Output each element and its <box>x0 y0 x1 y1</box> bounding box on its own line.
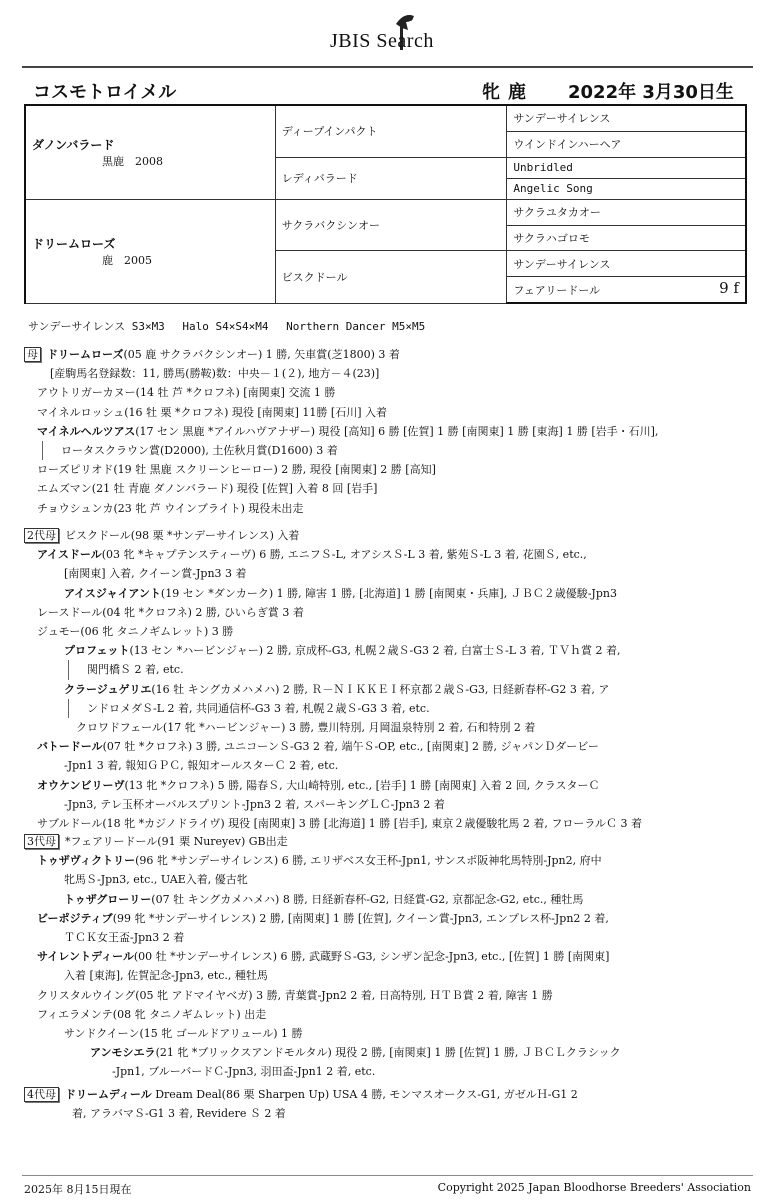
list-item: (07 牡 *クロフネ) 3 勝, ユニコーンＳ-G3 2 着, 端午Ｓ-OP, etc., [南関東] 2 勝, ジャパンＤダービー <box>102 740 599 754</box>
dam-record: (05 鹿 サクラバクシンオー) 1 勝, 矢車賞(芝1800) 3 着 <box>123 348 400 361</box>
list-item: -Jpn3, テレ玉杯オーバルスプリント-Jpn3 2 着, スパーキングＬＣ-Jpn3 2 着 <box>64 797 445 811</box>
list-item: (16 牡 キングカメハメハ) 2 勝, Ｒ－ＮＩＫＫＥＩ杯京都２歳Ｓ-G3, 日経新春杯-G2 3 着, ア <box>151 682 610 696</box>
list-item: ローズピリオド(19 牡 黒鹿 スクリーンヒーロー) 2 勝, 現役 [南関東] 2 勝 [高知] <box>37 463 436 477</box>
horse-link[interactable]: ビーポジティブ <box>37 911 113 925</box>
dam-dam[interactable]: ビスクドール <box>275 251 507 303</box>
list-item: [南関東] 入着, クイーン賞-Jpn3 3 着 <box>64 567 247 581</box>
section-tag: 母 <box>24 347 41 362</box>
horse-link[interactable]: クラージュゲリエ <box>64 682 152 696</box>
sire-cell <box>25 105 275 199</box>
dam-name[interactable]: ドリームローズ <box>32 236 116 251</box>
list-item: 牝馬Ｓ-Jpn3, etc., UAE入着, 優古牝 <box>64 873 248 887</box>
header-rule <box>22 66 753 68</box>
copyright: Copyright 2025 Japan Bloodhorse Breeders' Association <box>437 1181 751 1194</box>
horse-link[interactable]: オウケンビリーヴ <box>37 778 125 792</box>
sire-info: 黒鹿 2008 <box>102 154 163 168</box>
second-dam: ビスクドール(98 栗 *サンデーサイレンス) 入着 <box>65 529 300 542</box>
pedigree-g3-6[interactable]: サクラハゴロモ <box>507 225 746 251</box>
pedigree-g3-3[interactable]: Unbridled <box>507 157 746 178</box>
list-item: マイネルロッシュ(16 牡 栗 *クロフネ) 現役 [南関東] 11勝 [石川] 入着 <box>37 405 388 419</box>
list-item: (19 セン *ダンカーク) 1 勝, 障害 1 勝, [北海道] 1 勝 [南関東・兵庫], ＪＢＣ２歳優駿-Jpn3 <box>160 586 617 600</box>
sire-sire[interactable]: ディープインパクト <box>275 105 507 157</box>
list-item: ジュモー(06 牝 タニノギムレット) 3 勝 <box>37 625 234 639</box>
pedigree-g3-8-cell <box>507 277 746 304</box>
list-item: Dream Deal(86 栗 Sharpen Up) USA 4 勝, モンマスオークス-G1, ガゼルＨ-G1 2 <box>155 1088 578 1101</box>
list-item: ＴＣＫ女王盃-Jpn3 2 着 <box>64 931 185 945</box>
sire-dam[interactable]: レディバラード <box>275 157 507 199</box>
jbis-logo[interactable] <box>330 8 460 54</box>
pedigree-g3-1[interactable]: サンデーサイレンス <box>507 105 746 131</box>
as-of-date: 2025年 8月15日現在 <box>24 1183 132 1196</box>
list-item: サブルドール(18 牝 *カジノドライヴ) 現役 [南関東] 3 勝 [北海道] 1 勝 [岩手], 東京２歳優駿牝馬 2 着, フローラルＣ 3 着 <box>37 817 642 831</box>
list-item: (17 セン 黒鹿 *アイルハヴアナザー) 現役 [高知] 6 勝 [佐賀] 1 勝 [南関東] 1 勝 [東海] 1 勝 [岩手・石川], <box>135 424 659 438</box>
logo-text: JBIS Search <box>330 30 434 52</box>
horse-link[interactable]: トゥザグローリー <box>64 892 152 906</box>
horse-link[interactable]: ドリームディール <box>65 1088 152 1101</box>
list-item: クロワドフェール(17 牝 *ハービンジャー) 3 勝, 豊川特別, 月岡温泉特別 2 着, 石和特別 2 着 <box>76 721 536 735</box>
horse-link[interactable]: トゥザヴィクトリー <box>37 854 136 868</box>
family-number: 9 f <box>719 279 739 297</box>
sex-color: 牝鹿 <box>482 82 534 103</box>
horse-link[interactable]: アイスジャイアント <box>64 586 161 600</box>
list-item: ンドロメダＳ-L 2 着, 共同通信杯-G3 3 着, 札幌２歳Ｓ-G3 3 着, etc. <box>68 699 754 718</box>
inbreeding-line: サンデーサイレンス S3×M3 Halo S4×S4×M4 Northern Dancer M5×M5 <box>28 320 426 333</box>
horse-name: コスモトロイメル <box>33 82 177 103</box>
list-item: アウトリガーカヌー(14 牡 芦 *クロフネ) [南関東] 交流 1 勝 <box>37 386 336 400</box>
section-tag: 2代母 <box>24 528 59 543</box>
horse-link[interactable]: マイネルヘルツアス <box>37 424 136 438</box>
list-item: チョウシュンカ(23 牝 芦 ウインブライト) 現役未出走 <box>37 501 304 515</box>
second-dam-section <box>24 526 754 833</box>
dam-cell <box>25 199 275 303</box>
list-item: (03 牝 *キャプテンスティーヴ) 6 勝, エニフＳ-L, オアシスＳ-L 3 着, 紫苑Ｓ-L 3 着, 花園Ｓ, etc., <box>101 548 587 562</box>
footer-rule <box>22 1175 753 1176</box>
pedigree-g3-5[interactable]: サクラユタカオー <box>507 199 746 225</box>
pedigree-table <box>24 104 747 304</box>
list-item: -Jpn1, ブルーバードＣ-Jpn3, 羽田盃-Jpn1 2 着, etc. <box>112 1065 376 1079</box>
progeny-stats: [産駒馬名登録数：11, 勝馬(勝鞍)数：中央－１(２), 地方－４(23)] <box>50 367 380 381</box>
list-item: (00 牡 *サンデーサイレンス) 6 勝, 武蔵野Ｓ-G3, シンザン記念-Jpn3, etc., [佐賀] 1 勝 [南関東] <box>133 950 610 964</box>
horse-link[interactable]: アイスドール <box>37 548 102 562</box>
list-item: レースドール(04 牝 *クロフネ) 2 勝, ひいらぎ賞 3 着 <box>37 605 304 619</box>
pedigree-g3-4[interactable]: Angelic Song <box>507 178 746 199</box>
section-tag: 3代母 <box>24 834 59 849</box>
sire-name[interactable]: ダノンバラード <box>32 137 115 152</box>
list-item: フィエラメンテ(08 牝 タニノギムレット) 出走 <box>37 1007 267 1021</box>
pedigree-g3-2[interactable]: ウインドインハーヘア <box>507 131 746 157</box>
list-item: ロータスクラウン賞(D2000), 土佐秋月賞(D1600) 3 着 <box>42 441 754 460</box>
list-item: 関門橋Ｓ 2 着, etc. <box>68 660 754 679</box>
list-item: クリスタルウイング(05 牝 アドマイヤベガ) 3 勝, 青葉賞-Jpn2 2 着, 日高特別, ＨＴＢ賞 2 着, 障害 1 勝 <box>37 988 553 1002</box>
list-item: (99 牝 *サンデーサイレンス) 2 勝, [南関東] 1 勝 [佐賀], クイーン賞-Jpn3, エンプレス杯-Jpn2 2 着, <box>112 911 609 925</box>
list-item: (96 牝 *サンデーサイレンス) 6 勝, エリザベス女王杯-Jpn1, サンスポ阪神牝馬特別-Jpn2, 府中 <box>135 854 602 868</box>
section-tag: 4代母 <box>24 1087 59 1102</box>
list-item: (21 牝 *ブリックスアンドモルタル) 現役 2 勝, [南関東] 1 勝 [佐賀] 1 勝, ＪＢＣＬクラシック <box>155 1046 621 1060</box>
horse-link[interactable]: アンモシエラ <box>90 1046 156 1060</box>
pedigree-g3-8[interactable]: フェアリードール <box>513 283 601 297</box>
dam-section <box>24 345 754 518</box>
pedigree-g3-7[interactable]: サンデーサイレンス <box>507 251 746 277</box>
list-item: (13 セン *ハービンジャー) 2 勝, 京成杯-G3, 札幌２歳Ｓ-G3 2 着, 白富士Ｓ-L 3 着, ＴＶｈ賞 2 着, <box>129 644 621 658</box>
horse-link[interactable]: サイレントディール <box>37 950 134 964</box>
list-item: 着, アラバマＳ-G1 3 着, Revidere Ｓ 2 着 <box>72 1107 286 1121</box>
horse-link[interactable]: バトードール <box>37 740 103 754</box>
horse-link[interactable]: プロフェット <box>64 644 130 658</box>
list-item: -Jpn1 3 着, 報知ＧＰＣ, 報知オールスターＣ 2 着, etc. <box>64 759 339 773</box>
dam-name[interactable]: ドリームローズ <box>47 348 124 361</box>
list-item: サンドクイーン(15 牝 ゴールドアリュール) 1 勝 <box>64 1027 303 1041</box>
fourth-dam-section <box>24 1085 754 1123</box>
list-item: (13 牝 *クロフネ) 5 勝, 陽春Ｓ, 大山崎特別, etc., [岩手] 1 勝 [南関東] 入着 2 回, クラスターＣ <box>124 778 600 792</box>
list-item: 入着 [東海], 佐賀記念-Jpn3, etc., 種牡馬 <box>64 969 268 983</box>
dam-info: 鹿 2005 <box>102 253 152 267</box>
dam-sire[interactable]: サクラバクシンオー <box>275 199 507 250</box>
list-item: エムズマン(21 牡 青鹿 ダノンバラード) 現役 [佐賀] 入着 8 回 [岩手] <box>37 482 378 496</box>
birth-date: 2022年 3月30日生 <box>568 82 734 103</box>
third-dam: *フェアリードール(91 栗 Nureyev) GB出走 <box>65 835 288 848</box>
third-dam-section <box>24 832 754 1082</box>
list-item: (07 牡 キングカメハメハ) 8 勝, 日経新春杯-G2, 日経賞-G2, 京都記念-G2, etc., 種牡馬 <box>151 892 584 906</box>
